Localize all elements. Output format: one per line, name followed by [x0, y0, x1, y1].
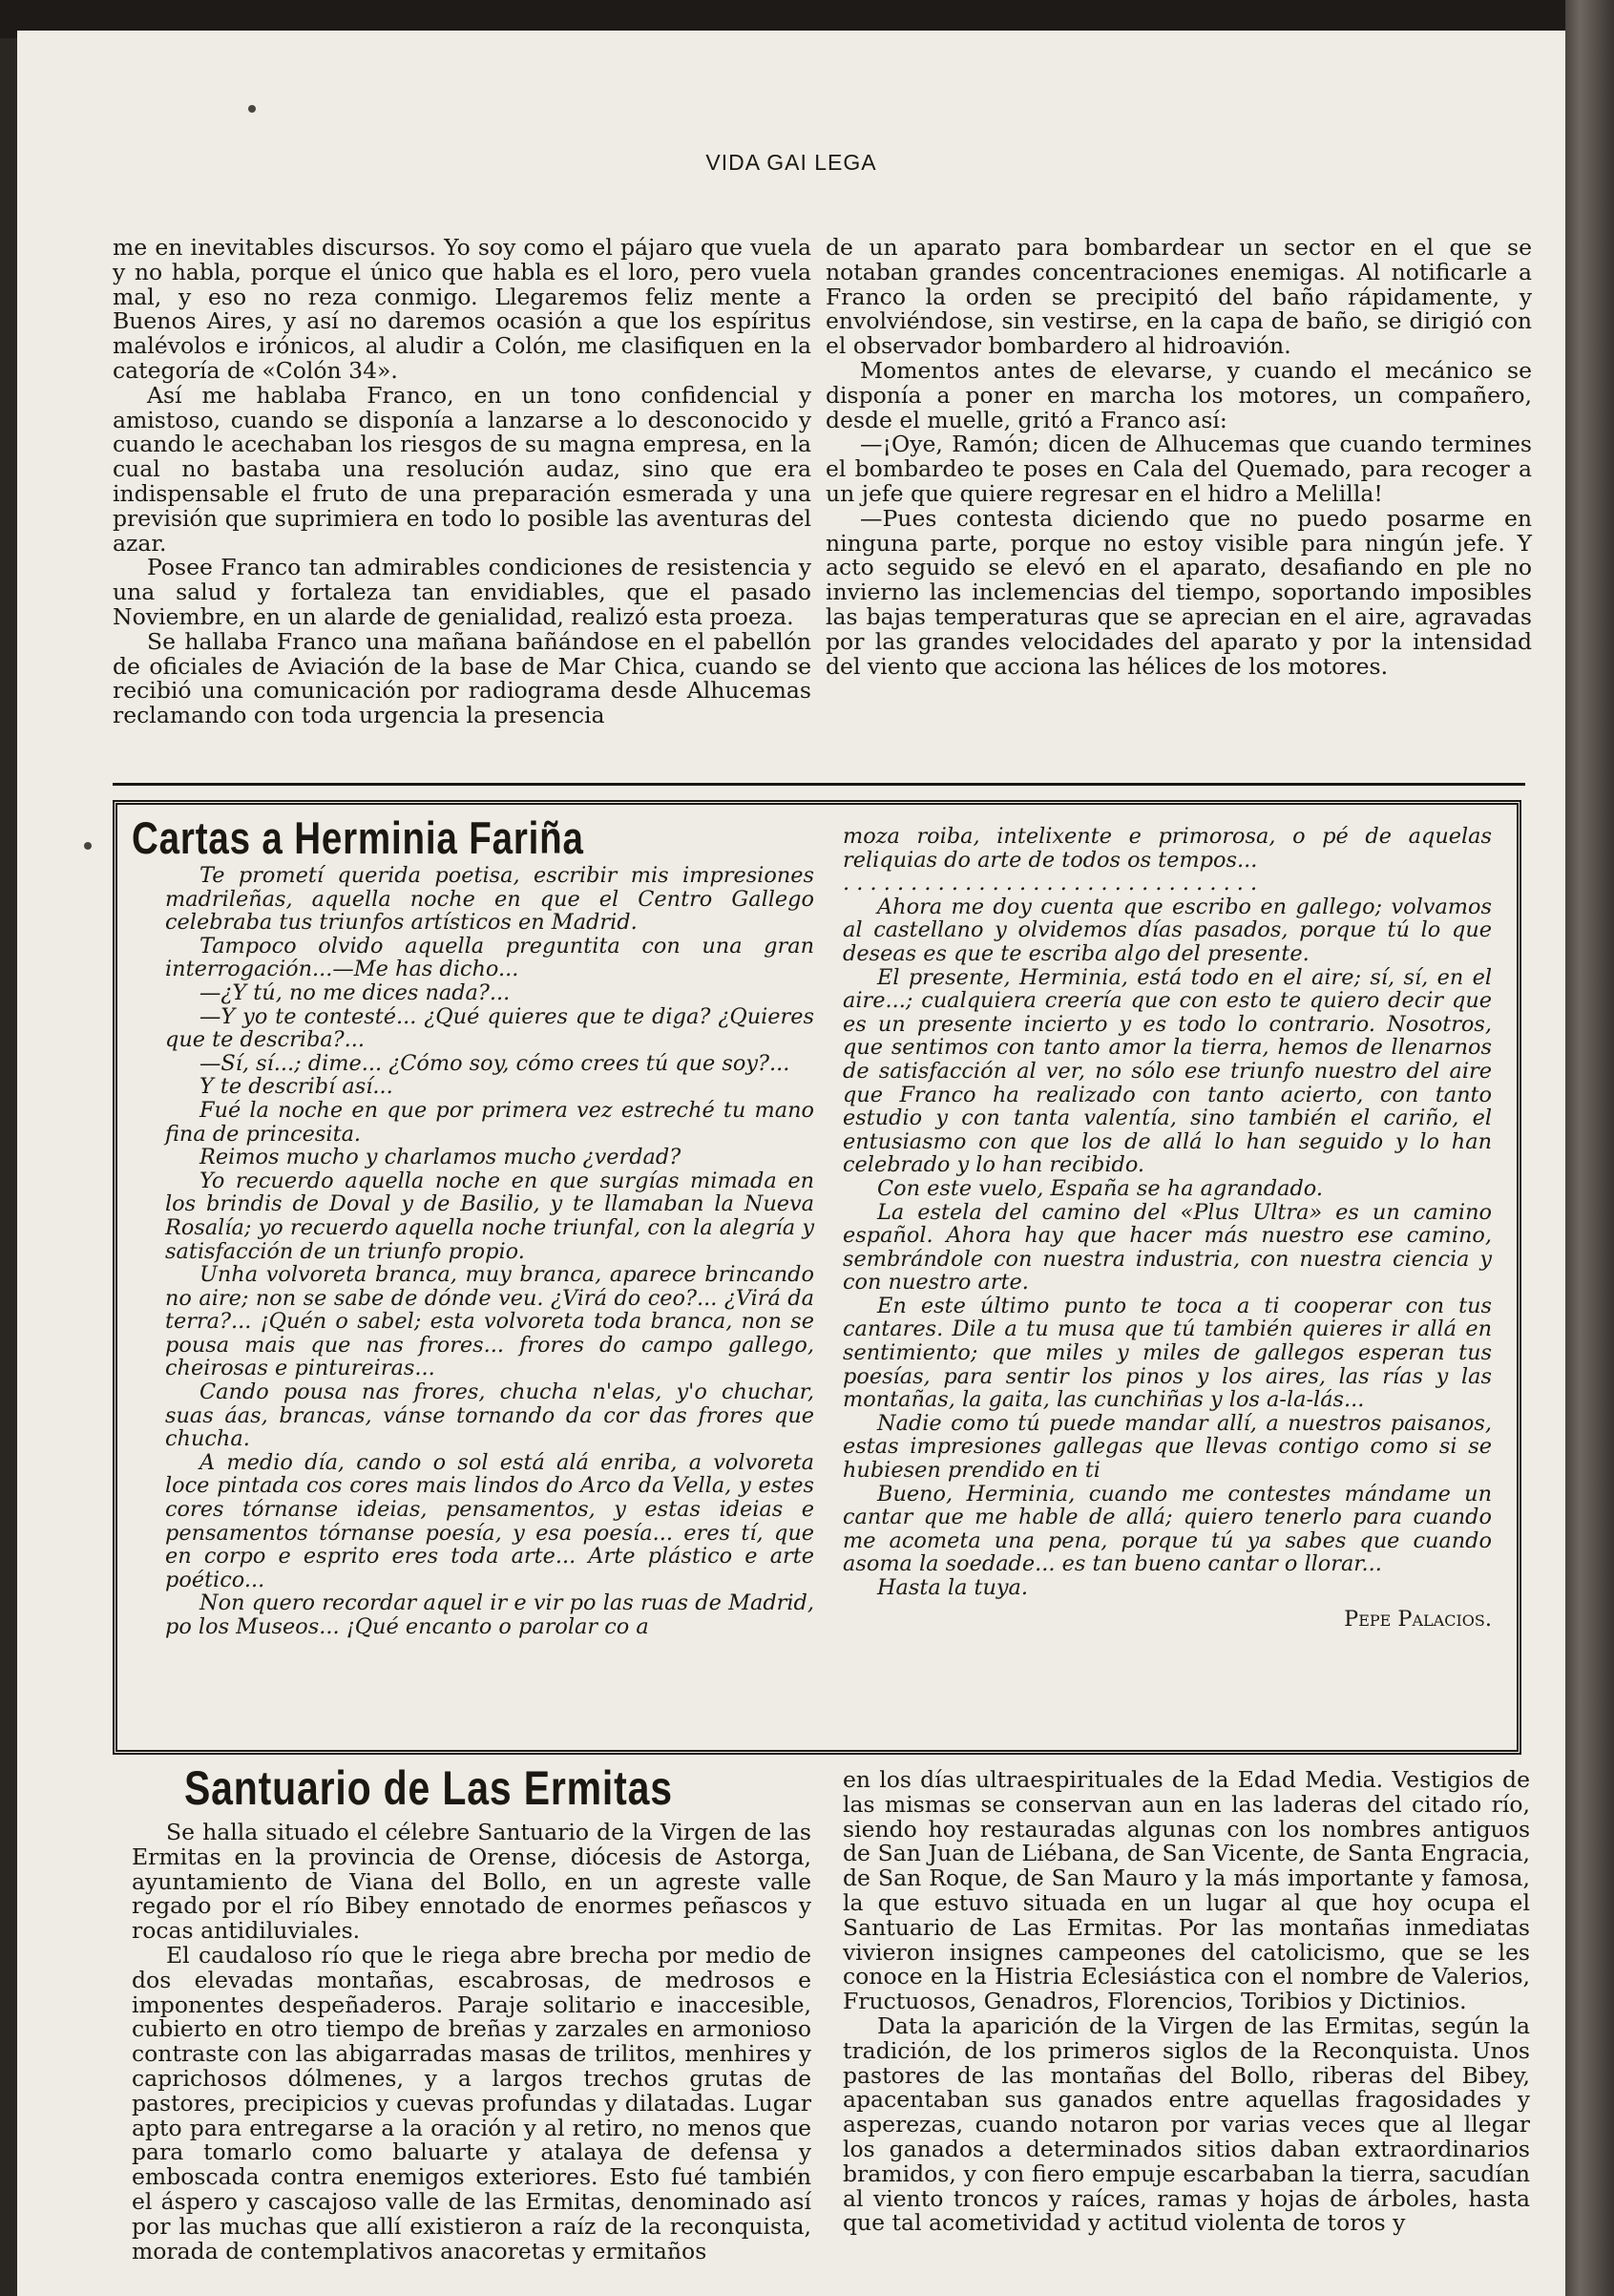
paragraph: Se hallaba Franco una mañana bañándose en el pabellón de oficiales de Aviación de la base de Mar Chica, cuando se recibió una comunicación por radiograma desde Alhucemas reclamando con toda urgencia la presencia [113, 627, 811, 729]
section-divider [113, 783, 1525, 786]
santuario-title: Santuario de Las Ermitas [184, 1761, 673, 1815]
paragraph: de un aparato para bombardear un sector en el que se notaban grandes concentraciones enemigas. Al notificarle a Franco la orden se precipitó del baño rápidamente, y envolviéndose, sin vestirse, en la capa de baño, se dirigió con el observador bombardero al hidroavión. [826, 234, 1532, 360]
paragraph: La estela del camino del «Plus Ultra» es un camino español. Ahora hay que hacer más nuestro ese camino, sembrándole con nuestra industria, con nuestra ciencia y con nuestro arte. [843, 1199, 1492, 1295]
paragraph: Posee Franco tan admirables condiciones de resistencia y una salud y fortaleza tan envidiables, que el pasado Noviembre, en un alarde de genialidad, realizó esta proeza. [113, 554, 811, 630]
paragraph: Unha volvoreta branca, muy branca, aparece brincando no aire; non se sabe de dónde veu. ¿Virá do ceo?... ¿Virá da terra?... ¡Quén o sabel; esta volvoreta toda branca, non se pousa mais que nas frores... frores do campo gallego, cheirosas e pintureiras... [165, 1262, 814, 1381]
paragraph: El caudaloso río que le riega abre brecha por medio de dos elevadas montañas, escabrosas, de medrosos e imponentes despeñaderos. Paraje solitario e inaccesible, cubierto en otro tiempo de breñas y zarzales en armonioso contraste con las abigarradas masas de trilitos, menhires y caprichosos dólmenes, y a largos trechos grutas de pastores, precipicios y cuevas profundas y dilatadas. Lugar apto para entregarse a la oración y al retiro, no menos que para tomarlo como baluarte y atalaya de defensa y emboscada contra enemigos exteriores. Esto fué también el áspero y cascajoso valle de las Ermitas, denominado así por las muchas que allí existieron a raíz de la reconquista, morada de contemplativos anacoretas y ermitaños [132, 1941, 811, 2264]
paragraph: —¿Y tú, no me dices nada?... [199, 979, 511, 1005]
paragraph: Data la aparición de la Virgen de las Ermitas, según la tradición, de los primeros siglos de la Reconquista. Unos pastores de las montañas del Bollo, riberas del Bibey, apacentaban sus ganados entre aquellas fragosidades y asperezas, cuando notaron por varias veces que al llegar los ganados a determinados sitios daban extraordinarios bramidos, y con fiero empuje escarbaban la tierra, sacudían al viento troncos y raíces, ramas y hojas de árboles, hasta que tal acometividad y actitud violenta de toros y [843, 2012, 1530, 2237]
paragraph: Hasta la tuya. [877, 1575, 1028, 1600]
paragraph: Nadie como tú puede mandar allí, a nuestros paisanos, estas impresiones gallegas que llevas contigo como si se hubiesen prendido en ti [843, 1410, 1492, 1484]
paragraph: —¡Oye, Ramón; dicen de Alhucemas que cuando termines el bombardeo te poses en Cala del Quemado, para recoger a un jefe que quiere regresar en el hidro a Melilla! [826, 431, 1532, 507]
paragraph: Reimos mucho y charlamos mucho ¿verdad? [199, 1145, 681, 1170]
book-spine-edge [1565, 0, 1614, 2296]
paragraph: me en inevitables discursos. Yo soy como el pájaro que vuela y no habla, porque el único que habla es el loro, pero vuela mal, y eso no reza conmigo. Llegaremos feliz mente a Buenos Aires, y así no daremos ocasión a que los espíritus malévolos e irónicos, al aludir a Colón, me clasifiquen en la categoría de «Colón 34». [113, 234, 811, 384]
paragraph: Se halla situado el célebre Santuario de la Virgen de las Ermitas en la provincia de Orense, diócesis de Astorga, ayuntamiento de Viana del Bollo, en un agreste valle regado por el río Bibey ennotado de enormes peñascos y rocas antidiluviales. [132, 1819, 811, 1945]
paragraph: en los días ultraespirituales de la Edad Media. Vestigios de las mismas se conservan aun en las laderas del citado río, siendo hoy restauradas algunas con los nombres antiguos de San Juan de Liébana, de San Vicente, de Santa Engracia, de San Roque, de San Mauro y la más importante y famosa, la que estuvo situada en un lugar al que hoy ocupa el Santuario de Las Ermitas. Por las montañas inmediatas vivieron insignes campeones del catolicismo, que se les conoce en la Histria Eclesiástica con el nombre de Valerios, Fructuosos, Genadros, Florencios, Toribios y Dictinios. [843, 1766, 1530, 2015]
signature: Pepe Palacios. [1344, 1606, 1492, 1632]
cartas-left-column [165, 864, 814, 1639]
paragraph: Bueno, Herminia, cuando me contestes mándame un cantar que me hable de allá; quiero tenerlo para cuando me acometa una pena, porque tú ya sabes que cuando asoma la soedade... es tan bueno cantar o llorar... [843, 1481, 1492, 1577]
paragraph: Ahora me doy cuenta que escribo en gallego; volvamos al castellano y olvidemos días pasados, porque tú lo que deseas es que te escriba algo del presente. [843, 894, 1492, 966]
page-header: VIDA GAI LEGA [705, 150, 877, 175]
paragraph: Tampoco olvido aquella preguntita con una gran interrogación...—Me has dicho... [165, 933, 814, 982]
paragraph: —Y yo te contesté... ¿Qué quieres que te diga? ¿Quieres que te describa?... [165, 1003, 814, 1053]
paragraph: Cando pousa nas frores, chucha n'elas, y'o chuchar, suas áas, brancas, vánse tornando da cor das frores que chucha. [165, 1380, 814, 1452]
santuario-left-column [132, 1821, 811, 2264]
paragraph: Con este vuelo, España se ha agrandado. [877, 1175, 1323, 1201]
santuario-right-column [843, 1768, 1530, 2236]
paragraph: Fué la noche en que por primera vez estreché tu mano fina de princesita. [165, 1097, 814, 1147]
page-speck [248, 105, 256, 113]
paragraph: Momentos antes de elevarse, y cuando el mecánico se disponía a poner en marcha los motores, un compañero, desde el muelle, gritó a Franco así: [826, 356, 1532, 433]
paragraph: Yo recuerdo aquella noche en que surgías mimada en los brindis de Doval y de Basilio, y te llamaban la Nueva Rosalía; yo recuerdo aquella noche triunfal, con la alegría y satisfacción de un triunfo propio. [165, 1168, 814, 1264]
cartas-title: Cartas a Herminia Fariña [132, 812, 584, 863]
magazine-page [17, 31, 1565, 2296]
paragraph: A medio día, cando o sol está alá enriba, a volvoreta loce pintada cos cores mais lindos do Arco da Vella, y estes cores tórnanse ideias, pensamentos, y estas ideias e pensamentos tórnanse poesía, y esa poesía... eres tí, que en corpo e esprito eres toda arte... Arte plástico e arte poético... [165, 1449, 814, 1592]
dotted-separator: . . . . . . . . . . . . . . . . . . . . . . . . . . . . . . . [843, 871, 1258, 896]
article-top-left-column [113, 236, 811, 728]
paragraph: Te prometí querida poetisa, escribir mis impresiones madrileñas, aquella noche en que el Centro Gallego celebraba tus triunfos artísticos en Madrid. [165, 863, 814, 936]
paragraph: Así me hablaba Franco, en un tono confidencial y amistoso, cuando se disponía a lanzarse a lo desconocido y cuando le acechaban los riesgos de su magna empresa, en la cual no bastaba una resolución audaz, sino que era indispensable el fruto de una preparación esmerada y una previsión que suprimiera en todo lo posible las aventuras del azar. [113, 381, 811, 557]
paragraph: Y te describí así... [199, 1074, 393, 1100]
paragraph: Non quero recordar aquel ir e vir po las ruas de Madrid, po los Museos... ¡Qué encanto o parolar co a [165, 1590, 814, 1639]
paragraph: —Sí, sí...; dime... ¿Cómo soy, cómo crees tú que soy?... [199, 1050, 790, 1076]
cartas-right-column [843, 825, 1492, 1631]
paragraph: moza roiba, intelixente e primorosa, o pé de aquelas reliquias do arte de todos os tempos... [843, 824, 1492, 873]
paragraph: En este último punto te toca a ti cooperar con tus cantares. Dile a tu musa que tú también quieres ir allá en sentimiento; que miles y miles de gallegos esperan tus poesías, para sentir los pinos y los aires, las rías y las montañas, la gaita, las cunchiñas y los a-la-lás... [843, 1293, 1492, 1413]
paragraph: —Pues contesta diciendo que no puedo posarme en ninguna parte, porque no estoy visible para ningún jefe. Y acto seguido se elevó en el aparato, desafiando en ple no invierno las inclemencias del tiempo, soportando imposibles las bajas temperaturas que se aprecian en el aire, agravadas por las grandes velocidades del aparato y por la intensidad del viento que acciona las hélices de los motores. [826, 504, 1532, 680]
page-speck [84, 842, 92, 850]
paragraph: El presente, Herminia, está todo en el aire; sí, sí, en el aire...; cualquiera creería que con esto te quiero decir que es un presente incierto y es todo lo contrario. Nosotros, que sentimos con tanto amor la tierra, hemos de llenarnos de satisfacción al ver, no sólo ese triunfo nuestro del aire que Franco ha realizado con tanto acierto, con tanto estudio y con tanta valentía, sino también el cariño, el entusiasmo con que los de allá lo han seguido y lo han celebrado y lo han recibido. [843, 964, 1492, 1178]
article-top-right-column [826, 236, 1532, 679]
